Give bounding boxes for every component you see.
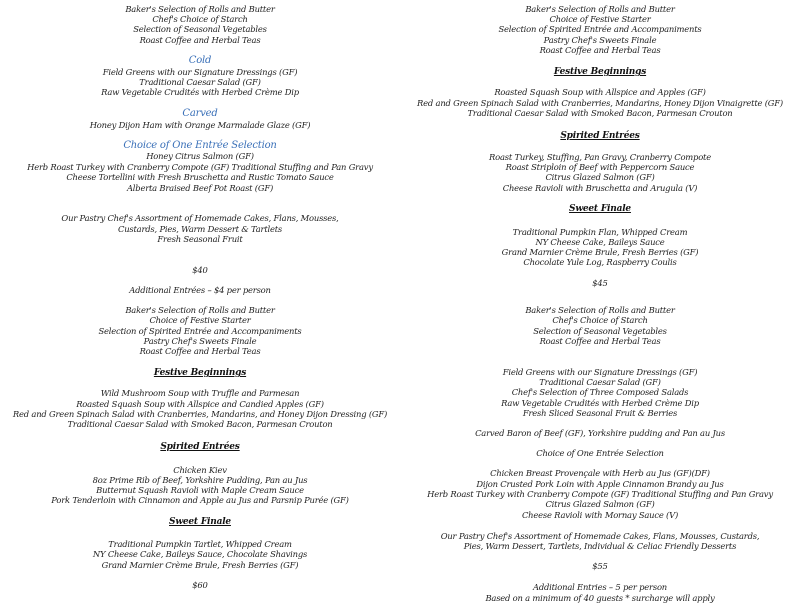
section-heading: Sweet Finale	[569, 204, 631, 214]
menu-item: Field Greens with our Signature Dressings (GF)	[502, 367, 698, 377]
menu-item: Roast Coffee and Herbal Teas	[539, 45, 661, 55]
menu-item: Fresh Seasonal Fruit	[157, 234, 243, 244]
menu-item: Selection of Spirited Entrée and Accompaniments	[498, 24, 702, 34]
menu-item: Pastry Chef's Sweets Finale	[543, 35, 657, 45]
menu-item: Baker's Selection of Rolls and Butter	[525, 4, 675, 14]
menu-item: Traditional Caesar Salad (GF)	[139, 77, 261, 87]
menu-item: Alberta Braised Beef Pot Roast (GF)	[126, 183, 274, 193]
menu-item: Butternut Squash Ravioli with Maple Cream Sauce	[96, 485, 304, 495]
menu-item: Baker's Selection of Rolls and Butter	[525, 305, 675, 315]
menu-item: Chef's Choice of Starch	[152, 14, 248, 24]
menu-price: $60	[192, 580, 208, 590]
menu-item: Traditional Caesar Salad (GF)	[539, 377, 661, 387]
section-heading: Cold	[188, 55, 212, 66]
menu-item: Pies, Warm Dessert, Tartlets, Individual & Celiac Friendly Desserts	[463, 541, 737, 551]
menu-item: Wild Mushroom Soup with Truffle and Parmesan	[100, 388, 300, 398]
menu-item: Selection of Seasonal Vegetables	[133, 24, 267, 34]
menu-item: Baker's Selection of Rolls and Butter	[125, 305, 275, 315]
menu-item: Choice of Festive Starter	[149, 315, 251, 325]
menu-item: Herb Roast Turkey with Cranberry Compote (GF) Traditional Stuffing and Pan Gravy	[427, 489, 773, 499]
menu-item: Baker's Selection of Rolls and Butter	[125, 4, 275, 14]
menu-item: Roast Coffee and Herbal Teas	[139, 346, 261, 356]
menu-item: Dijon Crusted Pork Loin with Apple Cinnamon Brandy au Jus	[476, 479, 724, 489]
menu-item: Grand Marnier Crème Brule, Fresh Berries (GF)	[501, 247, 699, 257]
menu-item: Based on a minimum of 40 guests * surcharge will apply	[485, 593, 715, 603]
menu-item: Selection of Spirited Entrée and Accompaniments	[98, 326, 302, 336]
menu-item: Traditional Caesar Salad with Smoked Bacon, Parmesan Crouton	[467, 108, 733, 118]
menu-item: Chef's Selection of Three Composed Salads	[511, 387, 689, 397]
menu-item: Fresh Sliced Seasonal Fruit & Berries	[522, 408, 678, 418]
menu-item: Carved Baron of Beef (GF), Yorkshire pudding and Pan au Jus	[475, 428, 725, 438]
menu-item: Our Pastry Chef's Assortment of Homemade Cakes, Flans, Mousses, Custards,	[440, 531, 760, 541]
section-heading: Spirited Entrées	[560, 131, 640, 141]
section-heading: Carved	[182, 108, 218, 119]
menu-item: Pork Tenderloin with Cinnamon and Apple au Jus and Parsnip Purée (GF)	[51, 495, 349, 505]
menu-item: Traditional Pumpkin Flan, Whipped Cream	[512, 227, 688, 237]
menu-item: NY Cheese Cake, Baileys Sauce	[535, 237, 665, 247]
menu-item: Roasted Squash Soup with Allspice and Apples (GF)	[494, 87, 706, 97]
menu-item: Custards, Pies, Warm Dessert & Tartlets	[118, 224, 282, 234]
left-menu-column	[0, 0, 400, 600]
menu-item: Red and Green Spinach Salad with Cranberries, Mandarins, and Honey Dijon Dressing (GF)	[12, 409, 388, 419]
menu-item: Chef's Choice of Starch	[552, 315, 648, 325]
menu-item: Roast Striploin of Beef with Peppercorn Sauce	[505, 162, 695, 172]
menu-item: Cheese Ravioli with Mornay Sauce (V)	[521, 510, 679, 520]
menu-item: Cheese Tortellini with Fresh Bruschetta and Rustic Tomato Sauce	[66, 172, 334, 182]
menu-item: Traditional Caesar Salad with Smoked Bacon, Parmesan Crouton	[67, 419, 333, 429]
menu-item: Traditional Pumpkin Tartlet, Whipped Cream	[108, 539, 292, 549]
menu-item: Citrus Glazed Salmon (GF)	[545, 172, 655, 182]
menu-item: Pastry Chef's Sweets Finale	[143, 336, 257, 346]
menu-item: Choice of Festive Starter	[549, 14, 651, 24]
menu-item: Honey Dijon Ham with Orange Marmalade Glaze (GF)	[89, 120, 311, 130]
menu-item: Choice of One Entrée Selection	[536, 448, 664, 458]
menu-item: Field Greens with our Signature Dressings (GF)	[102, 67, 298, 77]
menu-item: Grand Marnier Crème Brule, Fresh Berries (GF)	[101, 560, 299, 570]
section-heading: Festive Beginnings	[553, 67, 647, 77]
menu-item: NY Cheese Cake, Baileys Sauce, Chocolate Shavings	[92, 549, 308, 559]
menu-item: Chicken Breast Provençale with Herb au Jus (GF)(DF)	[490, 468, 710, 478]
menu-item: Additional Entrées – $4 per person	[129, 285, 271, 295]
menu-item: Chocolate Yule Log, Raspberry Coulis	[523, 257, 677, 267]
menu-item: Raw Vegetable Crudités with Herbed Crème Dip	[101, 87, 299, 97]
menu-item: Roasted Squash Soup with Allspice and Candied Apples (GF)	[76, 399, 324, 409]
right-menu-column	[400, 0, 800, 603]
menu-price: $45	[592, 278, 608, 288]
menu-item: Honey Citrus Salmon (GF)	[146, 151, 254, 161]
menu-item: Roast Coffee and Herbal Teas	[139, 35, 261, 45]
section-heading: Spirited Entrées	[160, 442, 240, 452]
menu-item: Roast Coffee and Herbal Teas	[539, 336, 661, 346]
menu-item: Our Pastry Chef's Assortment of Homemade Cakes, Flans, Mousses,	[61, 213, 339, 223]
menu-price: $55	[592, 561, 608, 571]
menu-item: Herb Roast Turkey with Cranberry Compote (GF) Traditional Stuffing and Pan Gravy	[27, 162, 373, 172]
menu-item: Additional Entries – 5 per person	[532, 582, 667, 592]
menu-item: Roast Turkey, Stuffing, Pan Gravy, Cranberry Compote	[489, 152, 711, 162]
menu-item: 8oz Prime Rib of Beef, Yorkshire Pudding, Pan au Jus	[92, 475, 308, 485]
section-heading: Choice of One Entrée Selection	[123, 140, 277, 151]
section-heading: Sweet Finale	[169, 517, 231, 527]
menu-item: Citrus Glazed Salmon (GF)	[545, 499, 655, 509]
menu-item: Chicken Kiev	[173, 465, 227, 475]
menu-price: $40	[192, 265, 208, 275]
menu-item: Raw Vegetable Crudités with Herbed Crème Dip	[501, 398, 699, 408]
menu-item: Cheese Ravioli with Bruschetta and Arugula (V)	[502, 183, 698, 193]
menu-item: Red and Green Spinach Salad with Cranberries, Mandarins, Honey Dijon Vinaigrette (GF)	[417, 98, 783, 108]
menu-item: Selection of Seasonal Vegetables	[533, 326, 667, 336]
section-heading: Festive Beginnings	[153, 368, 247, 378]
